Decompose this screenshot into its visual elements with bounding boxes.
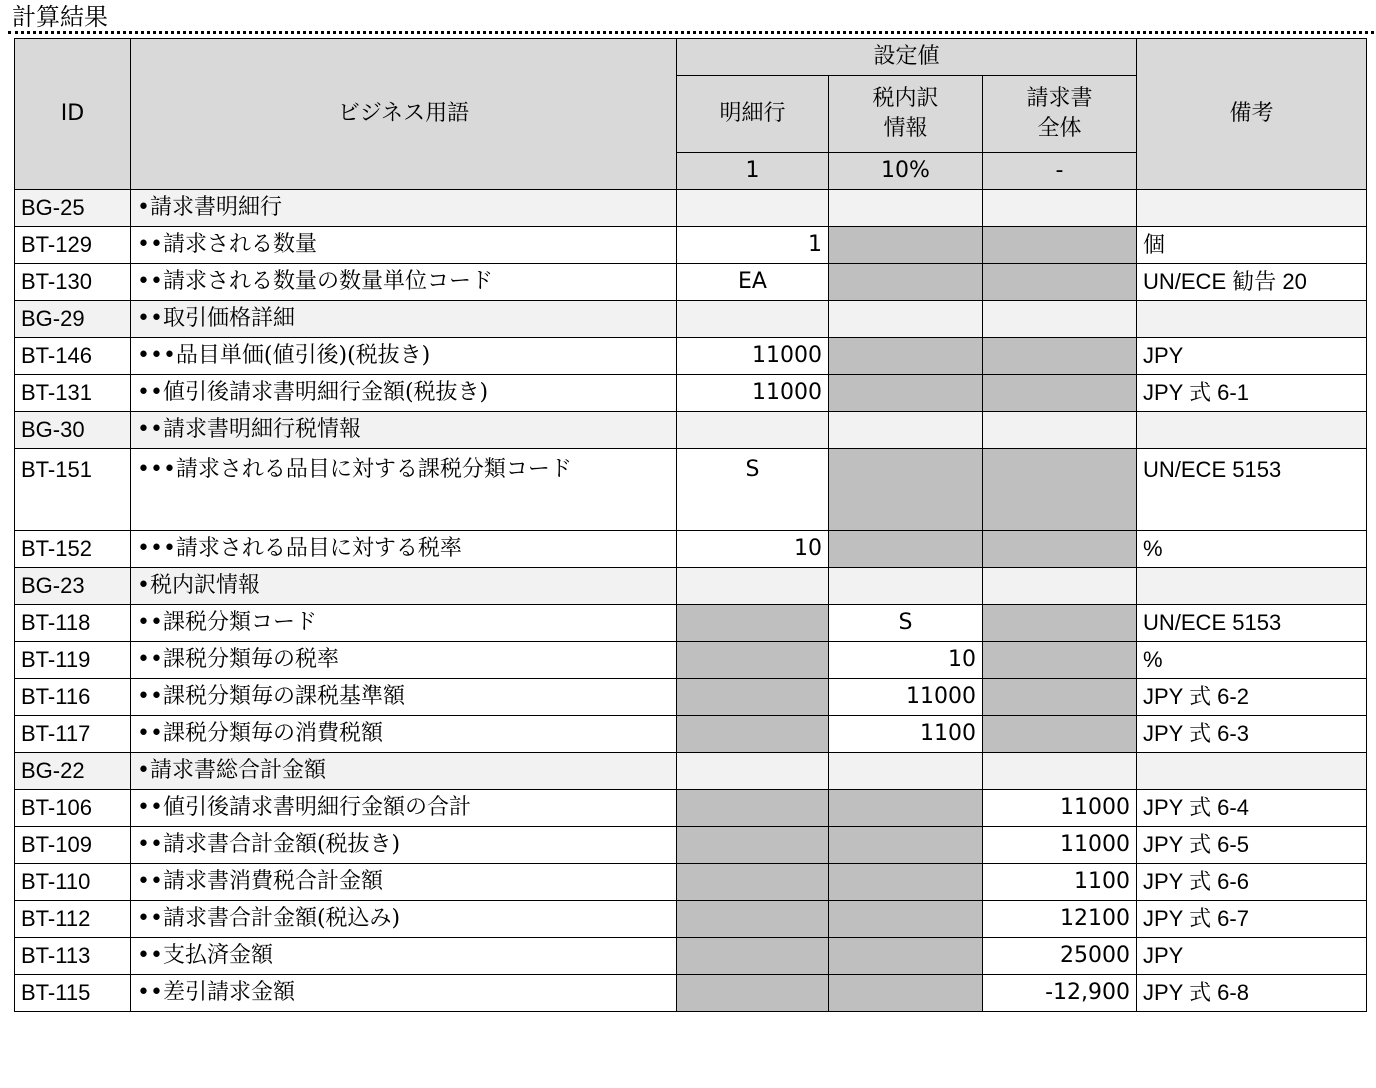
cell-invoice-total: [983, 338, 1137, 375]
group-row: [15, 568, 1367, 605]
cell-line-item: [677, 568, 829, 605]
cell-line-item: 1: [677, 227, 829, 264]
cell-tax-breakdown: [829, 753, 983, 790]
page-title: 計算結果: [12, 3, 108, 31]
cell-id: BT-112: [15, 901, 131, 938]
cell-id: BT-119: [15, 642, 131, 679]
header-business-term: ビジネス用語: [131, 39, 677, 190]
calculation-results-table: [14, 38, 1367, 1012]
cell-line-item: [677, 301, 829, 338]
cell-remarks: UN/ECE 勧告 20: [1137, 264, 1367, 301]
cell-id: BT-113: [15, 938, 131, 975]
cell-remarks: [1137, 190, 1367, 227]
cell-tax-breakdown: [829, 264, 983, 301]
cell-business-term: •••請求される品目に対する課税分類コード: [131, 449, 677, 531]
group-row: [15, 190, 1367, 227]
cell-tax-breakdown: 1100: [829, 716, 983, 753]
cell-id: BT-146: [15, 338, 131, 375]
title-bar: [0, 0, 1376, 36]
cell-remarks: JPY 式 6-7: [1137, 901, 1367, 938]
cell-invoice-total: [983, 568, 1137, 605]
cell-invoice-total: 1100: [983, 864, 1137, 901]
cell-id: BT-117: [15, 716, 131, 753]
table-row: [15, 642, 1367, 679]
group-row: [15, 753, 1367, 790]
table-row: [15, 827, 1367, 864]
cell-remarks: JPY 式 6-8: [1137, 975, 1367, 1012]
cell-id: BG-25: [15, 190, 131, 227]
cell-business-term: •••品目単価(値引後)(税抜き): [131, 338, 677, 375]
cell-tax-breakdown: [829, 938, 983, 975]
cell-line-item: [677, 827, 829, 864]
cell-tax-breakdown: [829, 531, 983, 568]
cell-line-item: [677, 864, 829, 901]
header-settings: 設定値: [677, 39, 1137, 76]
cell-invoice-total: 25000: [983, 938, 1137, 975]
cell-remarks: [1137, 412, 1367, 449]
cell-business-term: ••値引後請求書明細行金額の合計: [131, 790, 677, 827]
table-row: [15, 716, 1367, 753]
header-value-line: 1: [677, 153, 829, 190]
cell-tax-breakdown: [829, 568, 983, 605]
cell-business-term: ••課税分類毎の消費税額: [131, 716, 677, 753]
cell-id: BG-30: [15, 412, 131, 449]
cell-tax-breakdown: [829, 827, 983, 864]
cell-invoice-total: [983, 642, 1137, 679]
table-row: [15, 227, 1367, 264]
cell-tax-breakdown: 11000: [829, 679, 983, 716]
cell-id: BT-129: [15, 227, 131, 264]
cell-invoice-total: -12,900: [983, 975, 1137, 1012]
cell-invoice-total: 11000: [983, 790, 1137, 827]
cell-line-item: [677, 190, 829, 227]
cell-id: BT-151: [15, 449, 131, 531]
cell-invoice-total: [983, 716, 1137, 753]
cell-invoice-total: [983, 301, 1137, 338]
cell-id: BT-118: [15, 605, 131, 642]
cell-tax-breakdown: [829, 338, 983, 375]
cell-invoice-total: [983, 412, 1137, 449]
group-row: [15, 412, 1367, 449]
cell-line-item: 10: [677, 531, 829, 568]
header-id: ID: [15, 39, 131, 190]
cell-business-term: ••請求される数量の数量単位コード: [131, 264, 677, 301]
cell-tax-breakdown: [829, 301, 983, 338]
cell-line-item: [677, 679, 829, 716]
dotted-divider: [8, 31, 1374, 34]
header-line-item: 明細行: [677, 76, 829, 153]
cell-business-term: •請求書総合計金額: [131, 753, 677, 790]
table-row: [15, 531, 1367, 568]
cell-invoice-total: 12100: [983, 901, 1137, 938]
table-row: [15, 790, 1367, 827]
cell-line-item: [677, 790, 829, 827]
cell-business-term: •税内訳情報: [131, 568, 677, 605]
cell-line-item: 11000: [677, 375, 829, 412]
cell-invoice-total: [983, 753, 1137, 790]
cell-tax-breakdown: S: [829, 605, 983, 642]
cell-line-item: [677, 938, 829, 975]
cell-invoice-total: [983, 449, 1137, 531]
cell-tax-breakdown: [829, 864, 983, 901]
cell-remarks: %: [1137, 642, 1367, 679]
cell-remarks: JPY 式 6-6: [1137, 864, 1367, 901]
cell-invoice-total: [983, 531, 1137, 568]
table-row: [15, 679, 1367, 716]
cell-tax-breakdown: [829, 975, 983, 1012]
cell-business-term: ••値引後請求書明細行金額(税抜き): [131, 375, 677, 412]
table-row: [15, 449, 1367, 531]
cell-remarks: JPY: [1137, 938, 1367, 975]
cell-remarks: [1137, 301, 1367, 338]
cell-remarks: UN/ECE 5153: [1137, 605, 1367, 642]
cell-invoice-total: [983, 605, 1137, 642]
cell-id: BT-130: [15, 264, 131, 301]
cell-line-item: [677, 605, 829, 642]
table-row: [15, 975, 1367, 1012]
cell-remarks: %: [1137, 531, 1367, 568]
cell-business-term: ••請求書合計金額(税抜き): [131, 827, 677, 864]
cell-tax-breakdown: [829, 901, 983, 938]
cell-line-item: [677, 975, 829, 1012]
cell-business-term: ••支払済金額: [131, 938, 677, 975]
cell-tax-breakdown: 10: [829, 642, 983, 679]
table-row: [15, 264, 1367, 301]
cell-tax-breakdown: [829, 790, 983, 827]
table-row: [15, 864, 1367, 901]
cell-business-term: ••請求書明細行税情報: [131, 412, 677, 449]
cell-business-term: ••請求書合計金額(税込み): [131, 901, 677, 938]
header-value-total: -: [983, 153, 1137, 190]
cell-line-item: [677, 753, 829, 790]
cell-invoice-total: [983, 375, 1137, 412]
cell-line-item: [677, 716, 829, 753]
cell-id: BT-106: [15, 790, 131, 827]
cell-remarks: [1137, 568, 1367, 605]
cell-tax-breakdown: [829, 375, 983, 412]
cell-tax-breakdown: [829, 449, 983, 531]
cell-invoice-total: [983, 679, 1137, 716]
cell-remarks: JPY 式 6-4: [1137, 790, 1367, 827]
cell-business-term: ••請求される数量: [131, 227, 677, 264]
cell-tax-breakdown: [829, 227, 983, 264]
cell-invoice-total: [983, 190, 1137, 227]
cell-id: BG-29: [15, 301, 131, 338]
cell-id: BT-110: [15, 864, 131, 901]
cell-line-item: 11000: [677, 338, 829, 375]
cell-tax-breakdown: [829, 412, 983, 449]
cell-business-term: ••請求書消費税合計金額: [131, 864, 677, 901]
header-invoice-total: 請求書 全体: [983, 76, 1137, 153]
cell-line-item: [677, 412, 829, 449]
table-row: [15, 605, 1367, 642]
cell-tax-breakdown: [829, 190, 983, 227]
cell-invoice-total: 11000: [983, 827, 1137, 864]
cell-line-item: [677, 901, 829, 938]
table-row: [15, 901, 1367, 938]
cell-id: BT-131: [15, 375, 131, 412]
cell-business-term: •••請求される品目に対する税率: [131, 531, 677, 568]
cell-id: BG-23: [15, 568, 131, 605]
cell-line-item: S: [677, 449, 829, 531]
cell-business-term: ••課税分類毎の税率: [131, 642, 677, 679]
cell-id: BG-22: [15, 753, 131, 790]
cell-business-term: ••課税分類コード: [131, 605, 677, 642]
cell-remarks: JPY 式 6-3: [1137, 716, 1367, 753]
cell-id: BT-115: [15, 975, 131, 1012]
cell-remarks: 個: [1137, 227, 1367, 264]
cell-remarks: JPY: [1137, 338, 1367, 375]
cell-business-term: ••取引価格詳細: [131, 301, 677, 338]
cell-business-term: •請求書明細行: [131, 190, 677, 227]
header-tax-breakdown: 税内訳 情報: [829, 76, 983, 153]
header-remarks: 備考: [1137, 39, 1367, 190]
group-row: [15, 301, 1367, 338]
cell-id: BT-116: [15, 679, 131, 716]
table-body: [15, 190, 1367, 1012]
cell-remarks: UN/ECE 5153: [1137, 449, 1367, 531]
cell-id: BT-109: [15, 827, 131, 864]
cell-remarks: JPY 式 6-5: [1137, 827, 1367, 864]
table-row: [15, 938, 1367, 975]
table-row: [15, 338, 1367, 375]
table-row: [15, 375, 1367, 412]
cell-id: BT-152: [15, 531, 131, 568]
cell-remarks: JPY 式 6-1: [1137, 375, 1367, 412]
cell-business-term: ••差引請求金額: [131, 975, 677, 1012]
cell-business-term: ••課税分類毎の課税基準額: [131, 679, 677, 716]
cell-line-item: [677, 642, 829, 679]
cell-remarks: [1137, 753, 1367, 790]
cell-invoice-total: [983, 264, 1137, 301]
cell-line-item: EA: [677, 264, 829, 301]
cell-remarks: JPY 式 6-2: [1137, 679, 1367, 716]
cell-invoice-total: [983, 227, 1137, 264]
header-value-tax: 10%: [829, 153, 983, 190]
